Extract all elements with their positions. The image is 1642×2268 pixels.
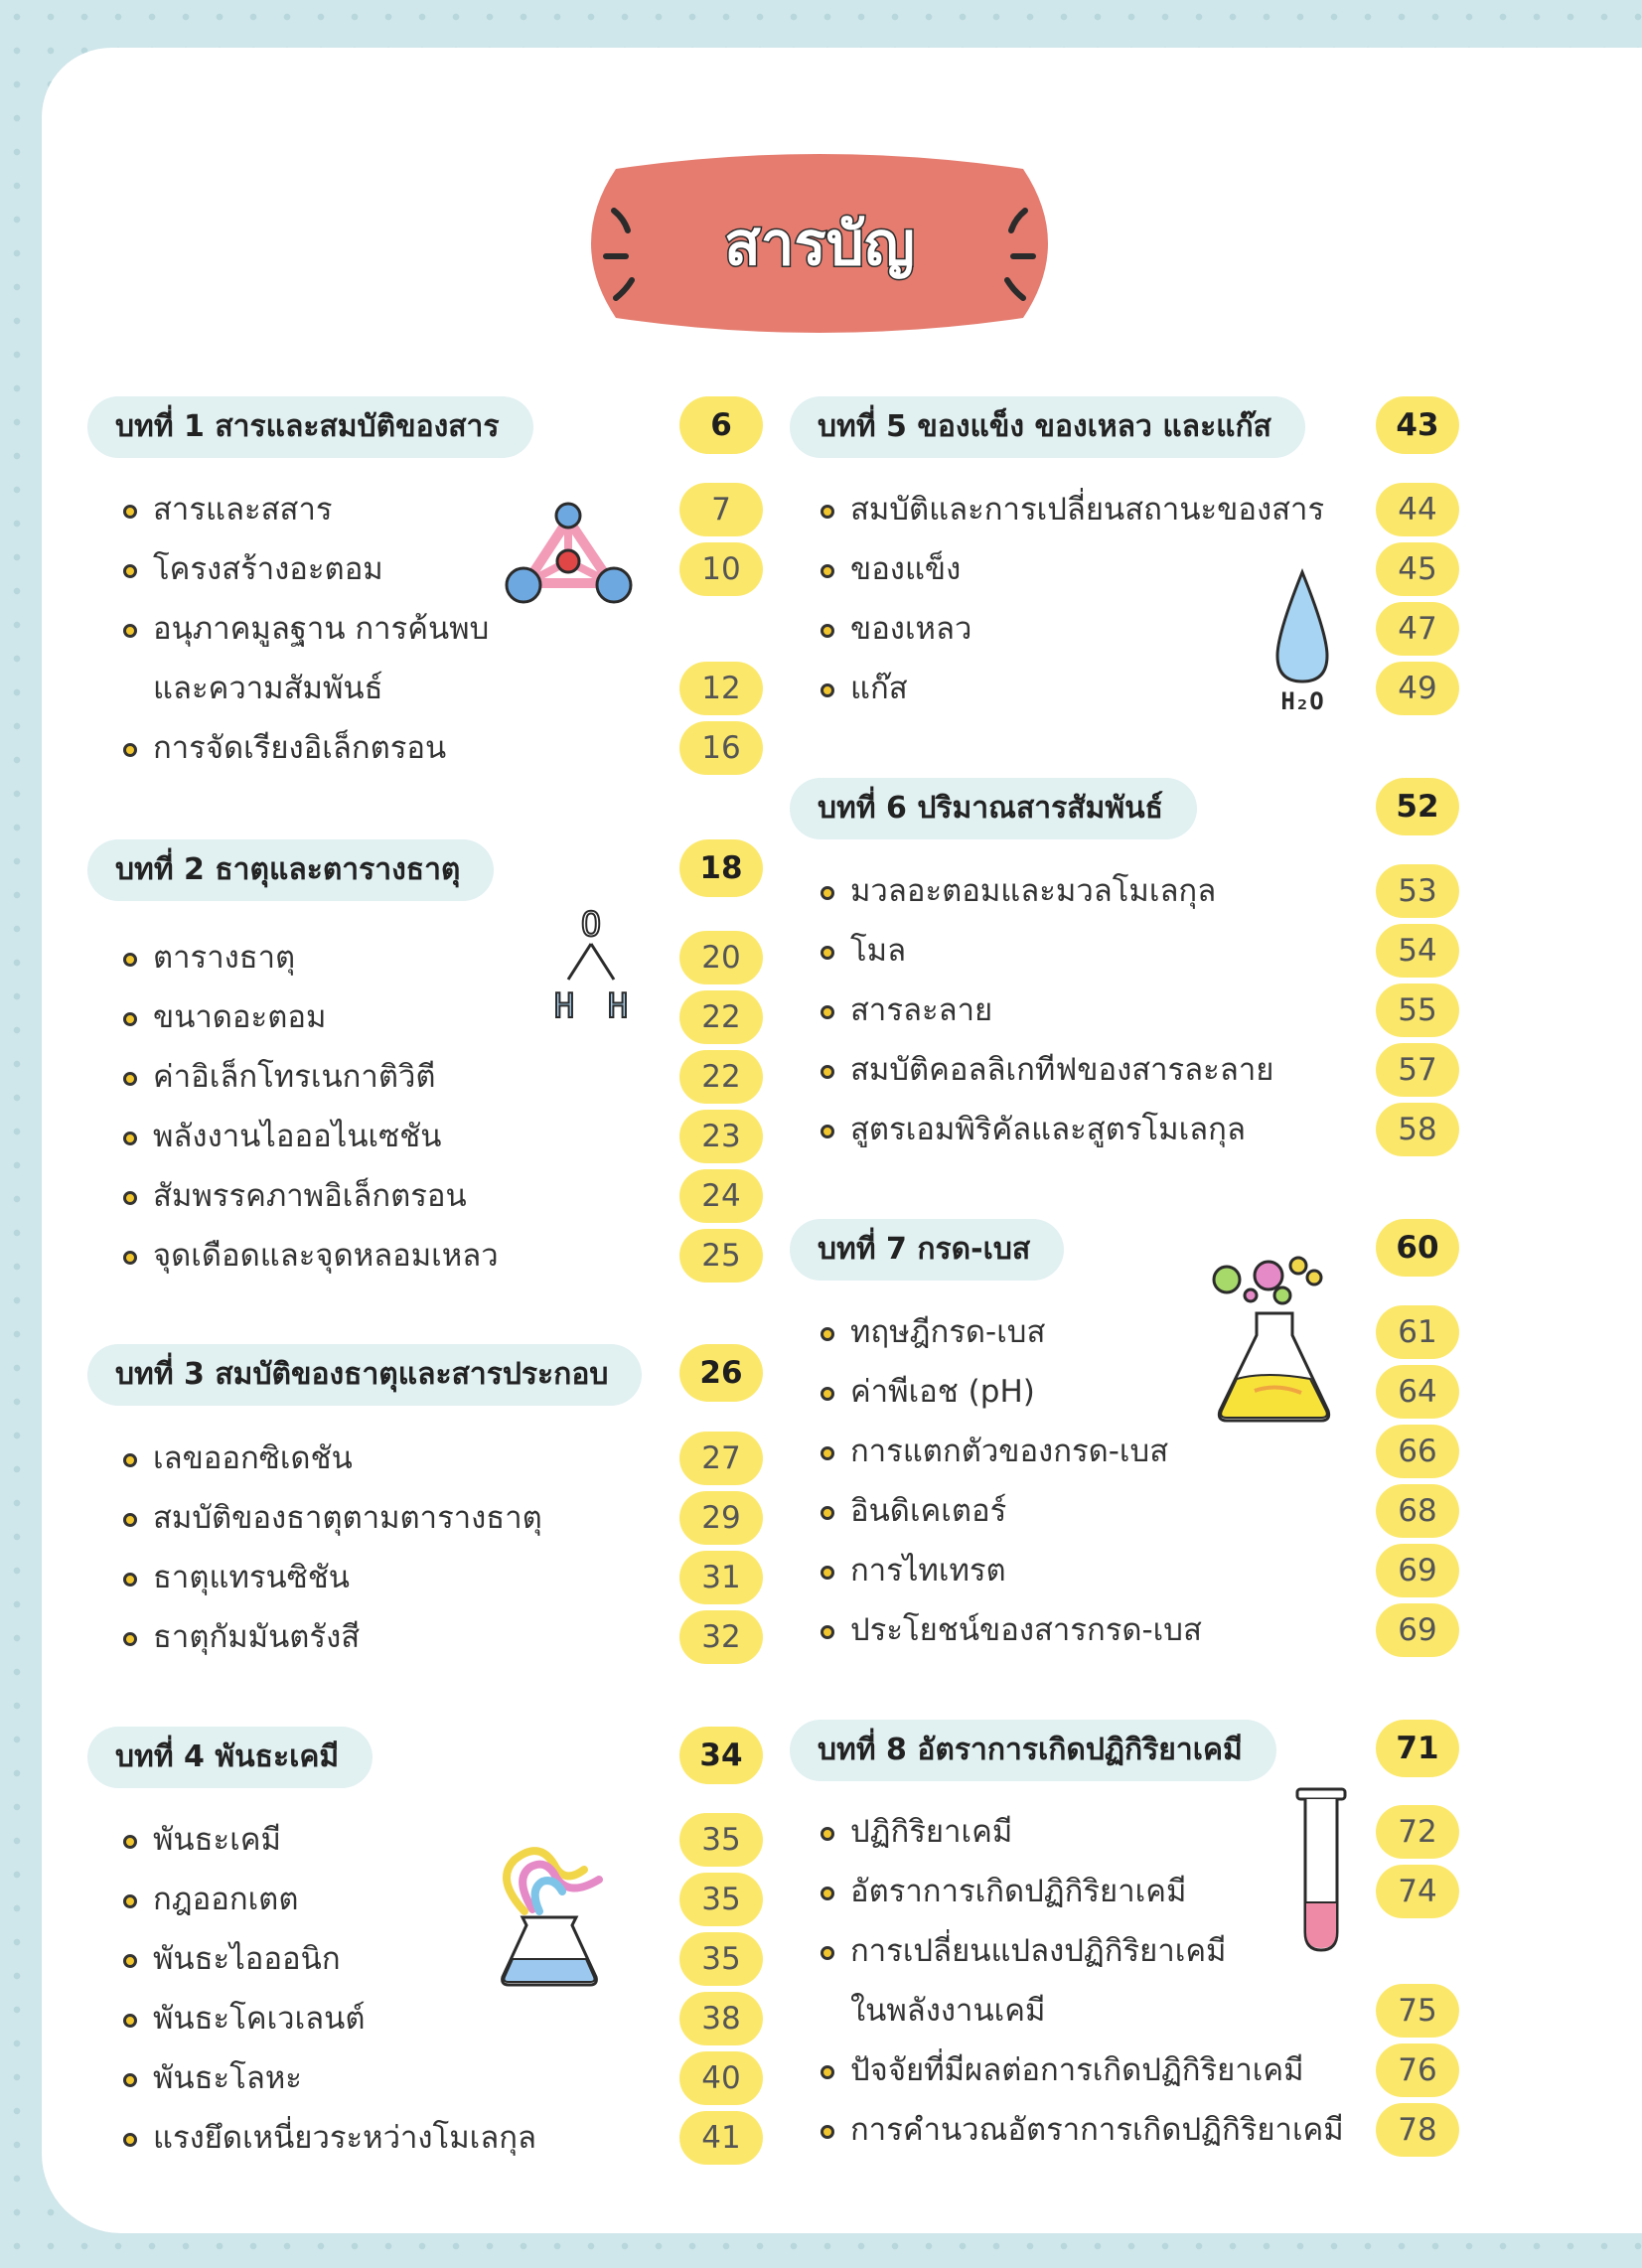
toc-item-page: 23 (679, 1110, 763, 1163)
bullet-icon (821, 1566, 834, 1580)
toc-item-page: 25 (679, 1229, 763, 1283)
bullet-icon (821, 1005, 834, 1019)
toc-item-page: 32 (679, 1610, 763, 1664)
erlenmeyer-flask-icon (1207, 1254, 1341, 1428)
toc-item-page: 58 (1376, 1103, 1459, 1156)
chapter-page-number: 71 (1376, 1720, 1459, 1777)
toc-item-page: 20 (679, 931, 763, 984)
bullet-icon (821, 886, 834, 900)
toc-item-page: 69 (1376, 1544, 1459, 1597)
bullet-icon (821, 505, 834, 519)
chapter-page-number: 60 (1376, 1219, 1459, 1277)
toc-item-page: 22 (679, 1050, 763, 1104)
toc-item-label: ค่าอิเล็กโทรเนกาติวิตี (153, 1059, 436, 1095)
toc-item-page: 35 (679, 1813, 763, 1867)
bullet-icon (821, 624, 834, 638)
toc-item-label: สมบัติของธาตุตามตารางธาตุ (153, 1500, 542, 1536)
toc-item-label: โมล (850, 933, 907, 969)
water-formula-label: H₂O (1280, 687, 1324, 713)
bullet-icon (821, 1065, 834, 1079)
toc-item-label: สมบัติและการเปลี่ยนสถานะของสาร (850, 492, 1325, 528)
bullet-icon (821, 1446, 834, 1460)
toc-item-label: จุดเดือดและจุดหลอมเหลว (153, 1238, 499, 1274)
hydrogen-label: H (607, 986, 629, 1026)
bullet-icon (821, 946, 834, 960)
chapter-heading-label: บทที่ 8 อัตราการเกิดปฏิกิริยาเคมี (790, 1720, 1276, 1781)
toc-item-page: 35 (679, 1932, 763, 1986)
bullet-icon (821, 1946, 834, 1960)
toc-item-label: ในพลังงานเคมี (850, 1993, 1046, 2029)
bullet-icon (123, 1132, 137, 1145)
bullet-icon (821, 2125, 834, 2139)
toc-item-label: สมบัติคอลลิเกทีฟของสารละลาย (850, 1052, 1274, 1088)
toc-item-page: 16 (679, 721, 763, 775)
bullet-icon (821, 1827, 834, 1841)
bullet-icon (123, 2133, 137, 2147)
toc-item-label: พันธะโคเวเลนต์ (153, 2001, 366, 2037)
bullet-icon (821, 1125, 834, 1138)
bullet-icon (821, 564, 834, 578)
toc-item-page: 47 (1376, 602, 1459, 656)
toc-item-label: ค่าพีเอช (pH) (850, 1374, 1035, 1410)
toc-item-page: 27 (679, 1432, 763, 1485)
bullet-icon (123, 953, 137, 967)
toc-item-label: ประโยชน์ของสารกรด-เบส (850, 1612, 1202, 1648)
toc-item-page: 78 (1376, 2103, 1459, 2157)
beaker-swirl-icon (485, 1840, 619, 1989)
toc-item-label: พลังงานไอออไนเซชัน (153, 1119, 442, 1154)
title-badge (576, 149, 1063, 338)
bullet-icon (821, 2065, 834, 2079)
toc-item-page: 55 (1376, 983, 1459, 1037)
toc-item-page: 7 (679, 483, 763, 536)
toc-item-label: การจัดเรียงอิเล็กตรอน (153, 730, 447, 766)
toc-item-label: โครงสร้างอะตอม (153, 551, 383, 587)
toc-item-page: 64 (1376, 1365, 1459, 1419)
bullet-icon (123, 1954, 137, 1968)
toc-item-page: 44 (1376, 483, 1459, 536)
page-title: สารบัญ (724, 209, 915, 279)
bullet-icon (123, 505, 137, 519)
bullet-icon (123, 1513, 137, 1527)
chapter-heading-label: บทที่ 6 ปริมาณสารสัมพันธ์ (790, 778, 1197, 839)
toc-item-label: สูตรเอมพิริคัลและสูตรโมเลกุล (850, 1112, 1246, 1147)
toc-item-label: ตารางธาตุ (153, 940, 296, 976)
toc-item-page: 10 (679, 542, 763, 596)
toc-item-label: แรงยึดเหนี่ยวระหว่างโมเลกุล (153, 2120, 536, 2156)
bullet-icon (123, 624, 137, 638)
toc-item-page: 75 (1376, 1984, 1459, 2038)
chapter-page-number: 26 (679, 1344, 763, 1402)
toc-item-label: อินดิเคเตอร์ (850, 1493, 1007, 1529)
bullet-icon (821, 1327, 834, 1341)
toc-item-page: 24 (679, 1169, 763, 1223)
toc-item-label: พันธะเคมี (153, 1822, 281, 1858)
chapter-page-number: 34 (679, 1727, 763, 1784)
bullet-icon (821, 1387, 834, 1401)
chapter-page-number: 52 (1376, 778, 1459, 835)
hydrogen-label: H (553, 986, 575, 1026)
test-tube-icon (1291, 1783, 1351, 1957)
chapter-page-number: 6 (679, 396, 763, 454)
toc-item-page: 38 (679, 1992, 763, 2045)
toc-item-label: พันธะโลหะ (153, 2060, 302, 2096)
toc-item-page: 12 (679, 662, 763, 715)
toc-item-label: การเปลี่ยนแปลงปฏิกิริยาเคมี (850, 1933, 1227, 1969)
atom-model-icon (502, 502, 636, 606)
chapter-heading-label: บทที่ 2 ธาตุและตารางธาตุ (87, 839, 494, 901)
toc-item-label: ทฤษฎีกรด-เบส (850, 1314, 1046, 1350)
toc-item-page: 66 (1376, 1425, 1459, 1478)
toc-item-label: สารละลาย (850, 992, 993, 1028)
toc-item-label: การไทเทรต (850, 1553, 1006, 1588)
chapter-heading-label: บทที่ 3 สมบัติของธาตุและสารประกอบ (87, 1344, 642, 1406)
chapter-page-number: 43 (1376, 396, 1459, 454)
toc-item-label: แก๊ส (850, 671, 908, 706)
toc-item-page: 35 (679, 1873, 763, 1926)
bullet-icon (123, 1573, 137, 1587)
chapter-heading-label: บทที่ 7 กรด-เบส (790, 1219, 1064, 1281)
chapter-page-number: 18 (679, 839, 763, 897)
toc-item-label: การแตกตัวของกรด-เบส (850, 1434, 1169, 1469)
bullet-icon (821, 683, 834, 697)
toc-item-label: ขนาดอะตอม (153, 999, 327, 1035)
bullet-icon (123, 1453, 137, 1467)
toc-item-label: พันธะไอออนิก (153, 1941, 341, 1977)
toc-item-label: สารและสสาร (153, 492, 333, 528)
toc-item-label: การคำนวณอัตราการเกิดปฏิกิริยาเคมี (850, 2112, 1344, 2148)
toc-item-page: 61 (1376, 1305, 1459, 1359)
toc-item-label: อนุภาคมูลฐาน การค้นพบ (153, 611, 490, 647)
toc-item-page: 22 (679, 990, 763, 1044)
bullet-icon (123, 1632, 137, 1646)
oxygen-label: O (580, 905, 602, 945)
toc-item-page: 57 (1376, 1043, 1459, 1097)
toc-item-page: 29 (679, 1491, 763, 1545)
chapter-heading-label: บทที่ 1 สารและสมบัติของสาร (87, 396, 533, 458)
bullet-icon (123, 743, 137, 757)
toc-item-label: กฎออกเตต (153, 1882, 299, 1917)
bullet-icon (123, 2014, 137, 2028)
bullet-icon (123, 1251, 137, 1265)
toc-item-label: มวลอะตอมและมวลโมเลกุล (850, 873, 1217, 909)
toc-item-page: 53 (1376, 864, 1459, 918)
toc-item-label: และความสัมพันธ์ (153, 671, 383, 706)
toc-item-page: 68 (1376, 1484, 1459, 1538)
toc-item-page: 40 (679, 2051, 763, 2105)
toc-item-label: สัมพรรคภาพอิเล็กตรอน (153, 1178, 467, 1214)
toc-item-page: 72 (1376, 1805, 1459, 1859)
bullet-icon (123, 1072, 137, 1086)
water-drop-icon (1268, 564, 1337, 713)
bullet-icon (123, 1835, 137, 1849)
toc-item-page: 69 (1376, 1603, 1459, 1657)
bullet-icon (821, 1625, 834, 1639)
toc-item-label: ปฏิกิริยาเคมี (850, 1814, 1013, 1850)
water-molecule-icon (546, 902, 636, 1026)
bullet-icon (123, 1012, 137, 1026)
bullet-icon (123, 2073, 137, 2087)
bullet-icon (821, 1506, 834, 1520)
toc-item-label: ปัจจัยที่มีผลต่อการเกิดปฏิกิริยาเคมี (850, 2052, 1304, 2088)
toc-item-label: ธาตุแทรนซิชัน (153, 1560, 350, 1595)
toc-item-page: 45 (1376, 542, 1459, 596)
toc-item-page: 41 (679, 2111, 763, 2165)
toc-item-page: 49 (1376, 662, 1459, 715)
toc-item-label: เลขออกซิเดชัน (153, 1440, 353, 1476)
toc-item-label: ของเหลว (850, 611, 972, 647)
toc-item-page: 76 (1376, 2043, 1459, 2097)
bullet-icon (123, 564, 137, 578)
bullet-icon (821, 1887, 834, 1900)
toc-item-label: ธาตุกัมมันตรังสี (153, 1619, 361, 1655)
toc-item-page: 54 (1376, 924, 1459, 978)
bullet-icon (123, 1894, 137, 1908)
toc-item-page: 31 (679, 1551, 763, 1604)
toc-item-label: อัตราการเกิดปฏิกิริยาเคมี (850, 1874, 1187, 1909)
chapter-heading-label: บทที่ 4 พันธะเคมี (87, 1727, 373, 1788)
toc-item-page: 74 (1376, 1865, 1459, 1918)
bullet-icon (123, 1191, 137, 1205)
toc-item-label: ของแข็ง (850, 551, 962, 587)
chapter-heading-label: บทที่ 5 ของแข็ง ของเหลว และแก๊ส (790, 396, 1305, 458)
